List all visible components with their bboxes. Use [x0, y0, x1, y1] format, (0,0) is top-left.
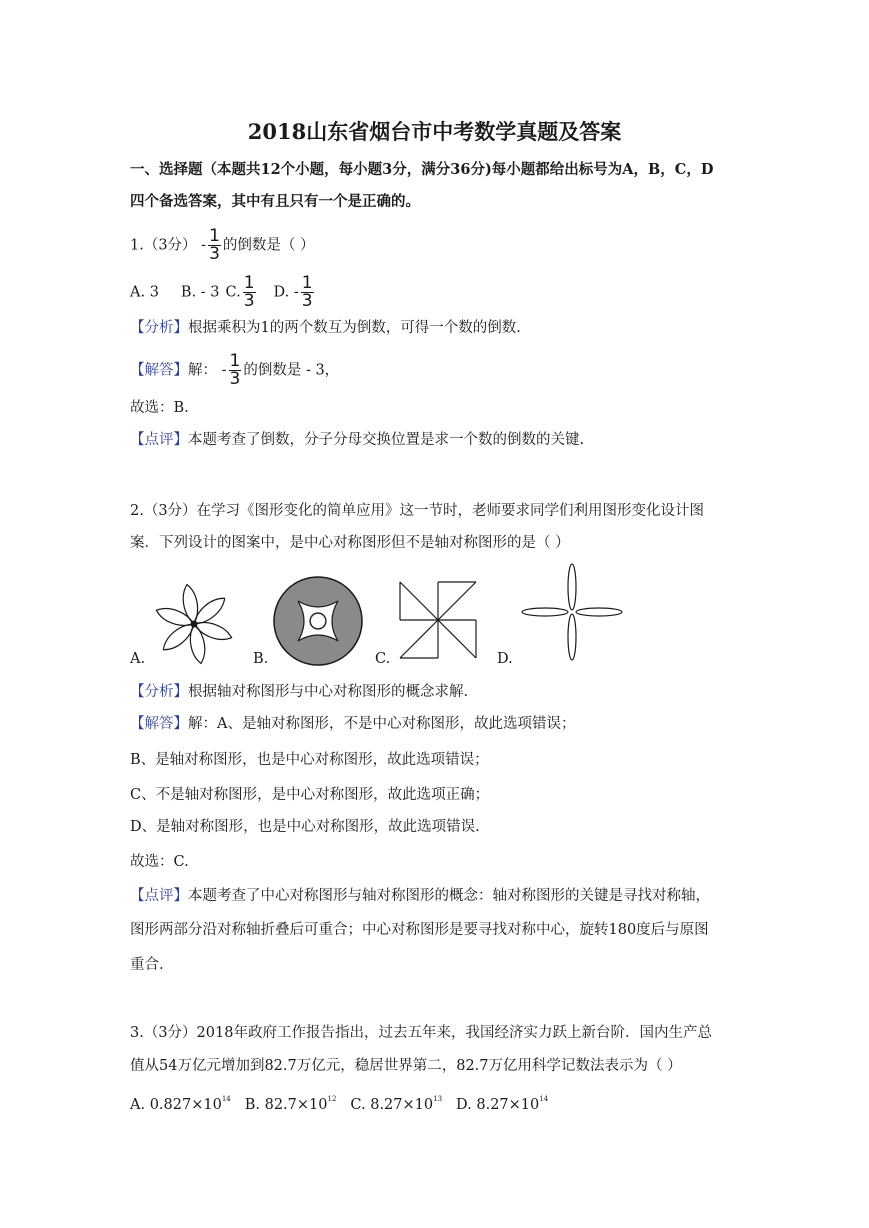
q2-comment-tag: 【点评】: [130, 888, 188, 904]
q2-option-c: C.: [375, 651, 391, 667]
q1-option-d: D. -: [273, 284, 299, 301]
q1-option-d-frac-num: 1: [301, 273, 313, 293]
q1-stem-fraction: [208, 228, 221, 263]
section-heading-line-1: 一、选择题（本题共12个小题，每小题3分，满分36分)每小题都给出标号为A，B，C，D: [130, 161, 714, 178]
q3-option-c: C. 8.27×10: [350, 1096, 434, 1113]
q3-stem-line-2: 值从54万亿元增加到82.7万亿元，稳居世界第二，82.7万亿用科学记数法表示为（ ）: [130, 1058, 682, 1074]
q2-analysis: [130, 682, 468, 702]
q3-options: [130, 1091, 548, 1115]
q1-answer-pre: 解： -: [188, 362, 227, 379]
q1-answer-frac-num: 1: [229, 351, 241, 371]
q1-analysis: [130, 318, 521, 338]
q3-option-d: D. 8.27×10: [456, 1096, 540, 1113]
q2-analysis-text: 根据轴对称图形与中心对称图形的概念求解.: [188, 684, 469, 700]
q2-comment-line-1: [130, 886, 710, 906]
q2-answer: [130, 714, 575, 734]
q1-stem-suffix: 的倒数是（ ）: [222, 237, 315, 254]
pinwheel-figure-c: [398, 580, 478, 660]
q2-comment-text-1: 本题考查了中心对称图形与轴对称图形的概念：轴对称图形的关键是寻找对称轴，: [188, 888, 710, 904]
cross-figure-d: [520, 562, 624, 662]
flower-figure-a: [152, 582, 236, 666]
q2-comment-line-3: 重合.: [130, 957, 164, 973]
q2-option-b: B.: [253, 651, 269, 667]
q1-stem-prefix: 1.（3分） -: [130, 237, 207, 254]
q1-answer-fraction: [229, 353, 242, 388]
q1-stem-frac-den: 3: [209, 244, 220, 264]
q2-stem-line-1: 2.（3分）在学习《图形变化的简单应用》这一节时，老师要求同学们利用图形变化设计图: [130, 503, 705, 519]
q1-choice: 故选：B.: [130, 400, 189, 416]
q1-options: [130, 275, 316, 310]
q2-answer-b: B、是轴对称图形，也是中心对称图形，故此选项错误；: [130, 752, 489, 768]
q1-option-a: A. 3: [130, 284, 159, 301]
q1-option-c-frac-den: 3: [243, 291, 255, 311]
q1-stem: [130, 228, 315, 263]
q1-option-c: C.: [225, 284, 241, 301]
q3-stem-line-1: 3.（3分）2018年政府工作报告指出，过去五年来，我国经济实力跃上新台阶．国内生产总: [130, 1025, 712, 1041]
q1-analysis-tag: 【分析】: [130, 320, 188, 336]
q2-answer-tag: 【解答】: [130, 716, 188, 732]
q3-option-d-exponent: 14: [539, 1095, 549, 1103]
section-heading-line-2: 四个备选答案，其中有且只有一个是正确的。: [130, 193, 420, 210]
q1-comment: [130, 430, 584, 450]
q1-answer-tag: 【解答】: [130, 362, 188, 379]
q1-answer-frac-den: 3: [229, 369, 241, 389]
q2-answer-text: 解：A、是轴对称图形，不是中心对称图形，故此选项错误；: [188, 716, 576, 732]
page-title: 2018山东省烟台市中考数学真题及答案: [247, 119, 622, 144]
q1-stem-frac-num: 1: [209, 226, 220, 246]
q2-answer-d: D、是轴对称图形，也是中心对称图形，故此选项错误.: [130, 819, 480, 835]
q2-option-d: D.: [497, 651, 513, 667]
q3-option-a: A. 0.827×10: [130, 1096, 222, 1113]
q3-option-a-exponent: 14: [221, 1095, 231, 1103]
q1-answer-post: 的倒数是 - 3，: [243, 362, 340, 379]
q1-answer: [130, 353, 339, 388]
q1-option-c-fraction: [243, 275, 256, 310]
q2-comment-line-2: 图形两部分沿对称轴折叠后可重合；中心对称图形是要寻找对称中心，旋转180度后与原图: [130, 922, 709, 938]
q3-option-c-exponent: 13: [433, 1095, 443, 1103]
disc-figure-b: [272, 575, 364, 667]
q1-option-d-frac-den: 3: [301, 291, 313, 311]
q1-comment-text: 本题考查了倒数，分子分母交换位置是求一个数的倒数的关键.: [188, 432, 585, 448]
q1-analysis-text: 根据乘积为1的两个数互为倒数，可得一个数的倒数.: [188, 320, 521, 336]
q2-option-a: A.: [130, 651, 146, 667]
q2-choice: 故选：C.: [130, 854, 189, 870]
q1-option-b: B. - 3: [180, 284, 220, 301]
q1-option-c-frac-num: 1: [243, 273, 255, 293]
q2-analysis-tag: 【分析】: [130, 684, 188, 700]
q2-stem-line-2: 案．下列设计的图案中，是中心对称图形但不是轴对称图形的是（ ）: [130, 535, 570, 551]
q3-option-b: B. 82.7×10: [244, 1096, 328, 1113]
q1-comment-tag: 【点评】: [130, 432, 188, 448]
q3-option-b-exponent: 12: [327, 1095, 337, 1103]
q1-option-d-fraction: [301, 275, 314, 310]
q2-answer-c: C、不是轴对称图形，是中心对称图形，故此选项正确；: [130, 787, 490, 803]
